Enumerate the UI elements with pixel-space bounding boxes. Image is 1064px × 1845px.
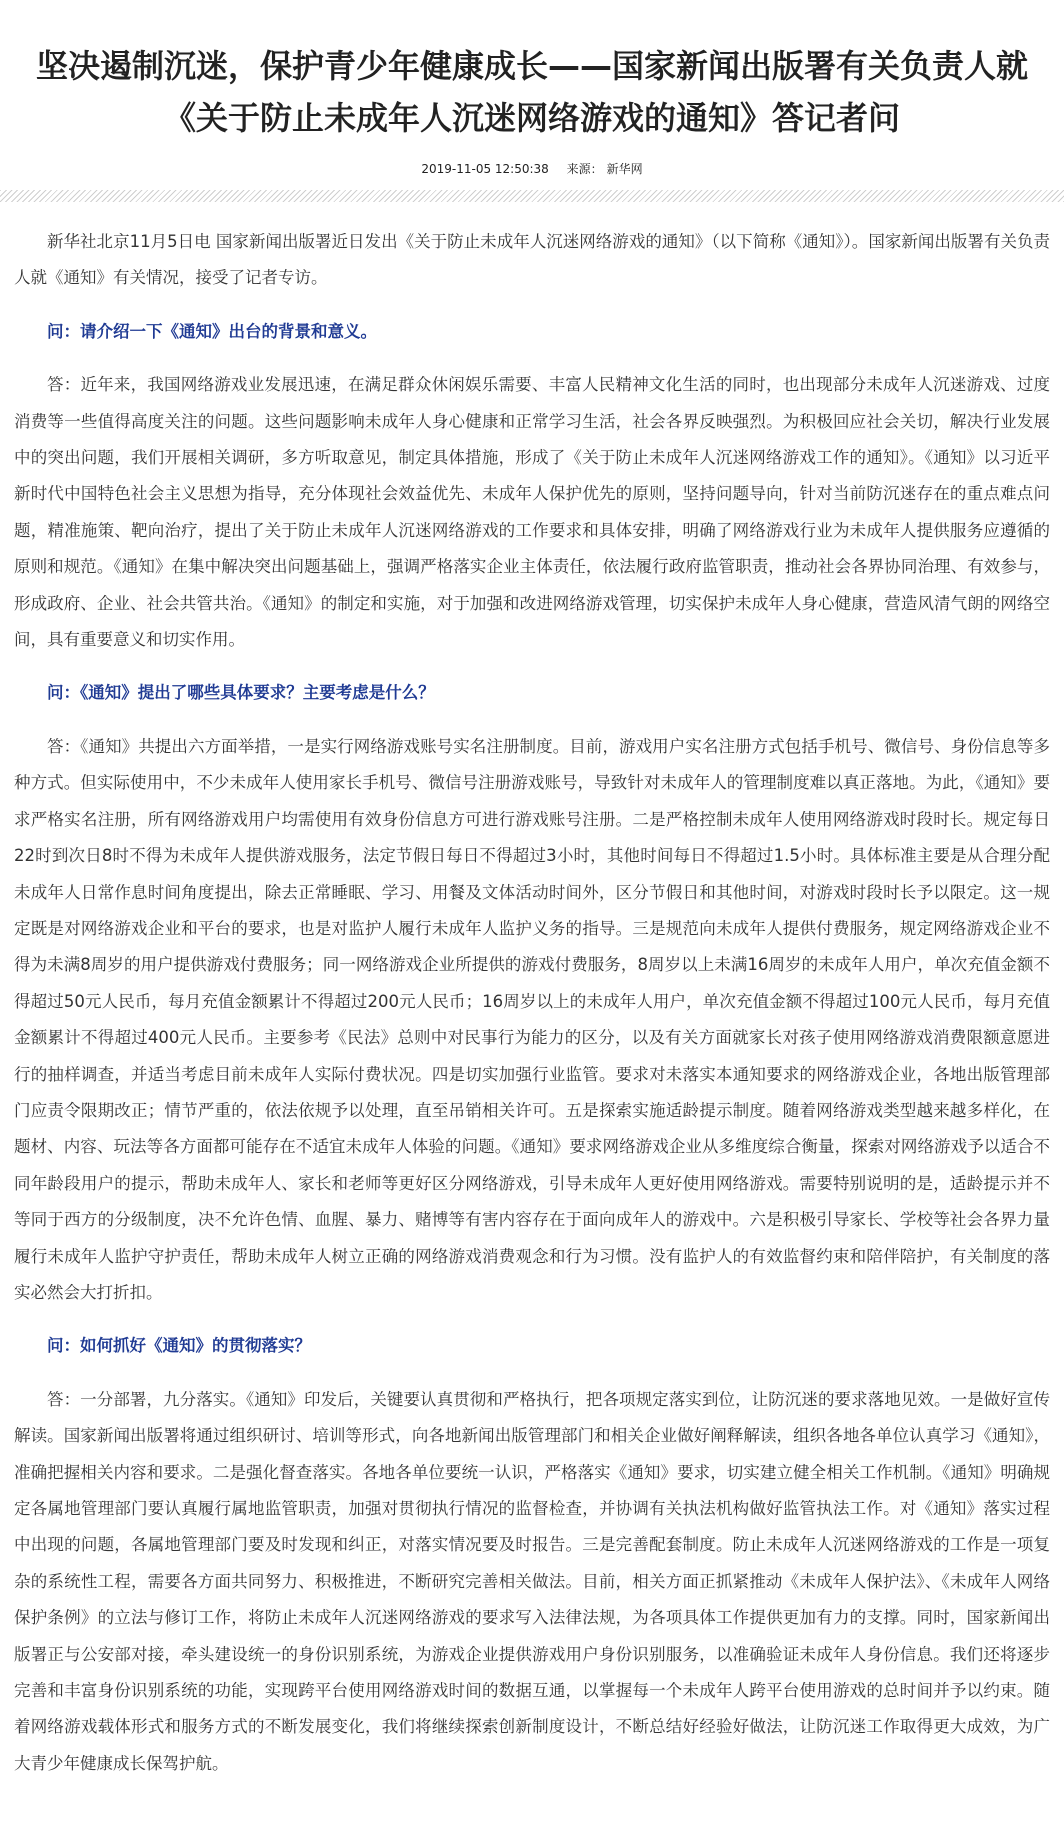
source-name: 新华网 xyxy=(606,162,643,176)
article-body xyxy=(0,202,1064,1782)
answer-paragraph: 答：《通知》共提出六方面举措，一是实行网络游戏账号实名注册制度。目前，游戏用户实名注册方式包括手机号、微信号、身份信息等多种方式。但实际使用中，不少未成年人使用家长手机号、微信号注册游戏账号，导致针对未成年人的管理制度难以真正落地。为此，《通知》要求严格实名注册，所有网络游戏用户均需使用有效身份信息方可进行游戏账号注册。二是严格控制未成年人使用网络游戏时段时长。规定每日22时到次日8时不得为未成年人提供游戏服务，法定节假日每日不得超过3小时，其他时间每日不得超过1.5小时。具体标准主要是从合理分配未成年人日常作息时间角度提出，除去正常睡眠、学习、用餐及文体活动时间外，区分节假日和其他时间，对游戏时段时长予以限定。这一规定既是对网络游戏企业和平台的要求，也是对监护人履行未成年人监护义务的指导。三是规范向未成年人提供付费服务，规定网络游戏企业不得为未满8周岁的用户提供游戏付费服务；同一网络游戏企业所提供的游戏付费服务，8周岁以上未满16周岁的未成年人用户，单次充值金额不得超过50元人民币，每月充值金额累计不得超过200元人民币；16周岁以上的未成年人用户，单次充值金额不得超过100元人民币，每月充值金额累计不得超过400元人民币。主要参考《民法》总则中对民事行为能力的区分，以及有关方面就家长对孩子使用网络游戏消费限额意愿进行的抽样调查，并适当考虑目前未成年人实际付费状况。四是切实加强行业监管。要求对未落实本通知要求的网络游戏企业，各地出版管理部门应责令限期改正；情节严重的，依法依规予以处理，直至吊销相关许可。五是探索实施适龄提示制度。随着网络游戏类型越来越多样化，在题材、内容、玩法等各方面都可能存在不适宜未成年人体验的问题。《通知》要求网络游戏企业从多维度综合衡量，探索对网络游戏予以适合不同年龄段用户的提示，帮助未成年人、家长和老师等更好区分网络游戏，引导未成年人更好使用网络游戏。需要特别说明的是，适龄提示并不等同于西方的分级制度，决不允许色情、血腥、暴力、赌博等有害内容存在于面向成年人的游戏中。六是积极引导家长、学校等社会各界力量履行未成年人监护守护责任，帮助未成年人树立正确的网络游戏消费观念和行为习惯。没有监护人的有效监督约束和陪伴陪护，有关制度的落实必然会大打折扣。 xyxy=(14,736,1050,1302)
lead-paragraph: 新华社北京11月5日电 国家新闻出版署近日发出《关于防止未成年人沉迷网络游戏的通知》（以下简称《通知》）。国家新闻出版署有关负责人就《通知》有关情况，接受了记者专访。 xyxy=(14,232,1050,288)
question-heading: 问：《通知》提出了哪些具体要求？主要考虑是什么？ xyxy=(47,683,435,703)
answer-paragraph: 答：近年来，我国网络游戏业发展迅速，在满足群众休闲娱乐需要、丰富人民精神文化生活的同时，也出现部分未成年人沉迷游戏、过度消费等一些值得高度关注的问题。这些问题影响未成年人身心健康和正常学习生活，社会各界反映强烈。为积极回应社会关切，解决行业发展中的突出问题，我们开展相关调研，多方听取意见，制定具体措施，形成了《关于防止未成年人沉迷网络游戏工作的通知》。《通知》以习近平新时代中国特色社会主义思想为指导，充分体现社会效益优先、未成年人保护优先的原则，坚持问题导向，针对当前防沉迷存在的重点难点问题，精准施策、靶向治疗，提出了关于防止未成年人沉迷网络游戏的工作要求和具体安排，明确了网络游戏行业为未成年人提供服务应遵循的原则和规范。《通知》在集中解决突出问题基础上，强调严格落实企业主体责任，依法履行政府监管职责，推动社会各界协同治理、有效参与，形成政府、企业、社会共管共治。《通知》的制定和实施，对于加强和改进网络游戏管理，切实保护未成年人身心健康，营造风清气朗的网络空间，具有重要意义和切实作用。 xyxy=(14,375,1050,650)
article-title: 坚决遏制沉迷，保护青少年健康成长——国家新闻出版署有关负责人就《关于防止未成年人沉迷网络游戏的通知》答记者问 xyxy=(35,47,1028,137)
hatched-divider xyxy=(0,190,1064,202)
publish-date: 2019-11-05 12:50:38 xyxy=(421,162,549,176)
source-label: 来源： xyxy=(566,162,603,176)
question-heading: 问：如何抓好《通知》的贯彻落实？ xyxy=(47,1336,311,1356)
article-meta xyxy=(0,159,1064,179)
answer-paragraph: 答：一分部署，九分落实。《通知》印发后，关键要认真贯彻和严格执行，把各项规定落实到位，让防沉迷的要求落地见效。一是做好宣传解读。国家新闻出版署将通过组织研讨、培训等形式，向各地新闻出版管理部门和相关企业做好阐释解读，组织各地各单位认真学习《通知》，准确把握相关内容和要求。二是强化督查落实。各地各单位要统一认识，严格落实《通知》要求，切实建立健全相关工作机制。《通知》明确规定各属地管理部门要认真履行属地监管职责，加强对贯彻执行情况的监督检查，并协调有关执法机构做好监管执法工作。对《通知》落实过程中出现的问题，各属地管理部门要及时发现和纠正，对落实情况要及时报告。三是完善配套制度。防止未成年人沉迷网络游戏的工作是一项复杂的系统性工程，需要各方面共同努力、积极推进，不断研究完善相关做法。目前，相关方面正抓紧推动《未成年人保护法》、《未成年人网络保护条例》的立法与修订工作，将防止未成年人沉迷网络游戏的要求写入法律法规，为各项具体工作提供更加有力的支撑。同时，国家新闻出版署正与公安部对接，牵头建设统一的身份识别系统，为游戏企业提供游戏用户身份识别服务，以准确验证未成年人身份信息。我们还将逐步完善和丰富身份识别系统的功能，实现跨平台使用网络游戏时间的数据互通，以掌握每一个未成年人跨平台使用游戏的总时间并予以约束。随着网络游戏载体形式和服务方式的不断发展变化，我们将继续探索创新制度设计，不断总结好经验好做法，让防沉迷工作取得更大成效，为广大青少年健康成长保驾护航。 xyxy=(14,1389,1050,1773)
question-heading: 问：请介绍一下《通知》出台的背景和意义。 xyxy=(47,321,377,341)
